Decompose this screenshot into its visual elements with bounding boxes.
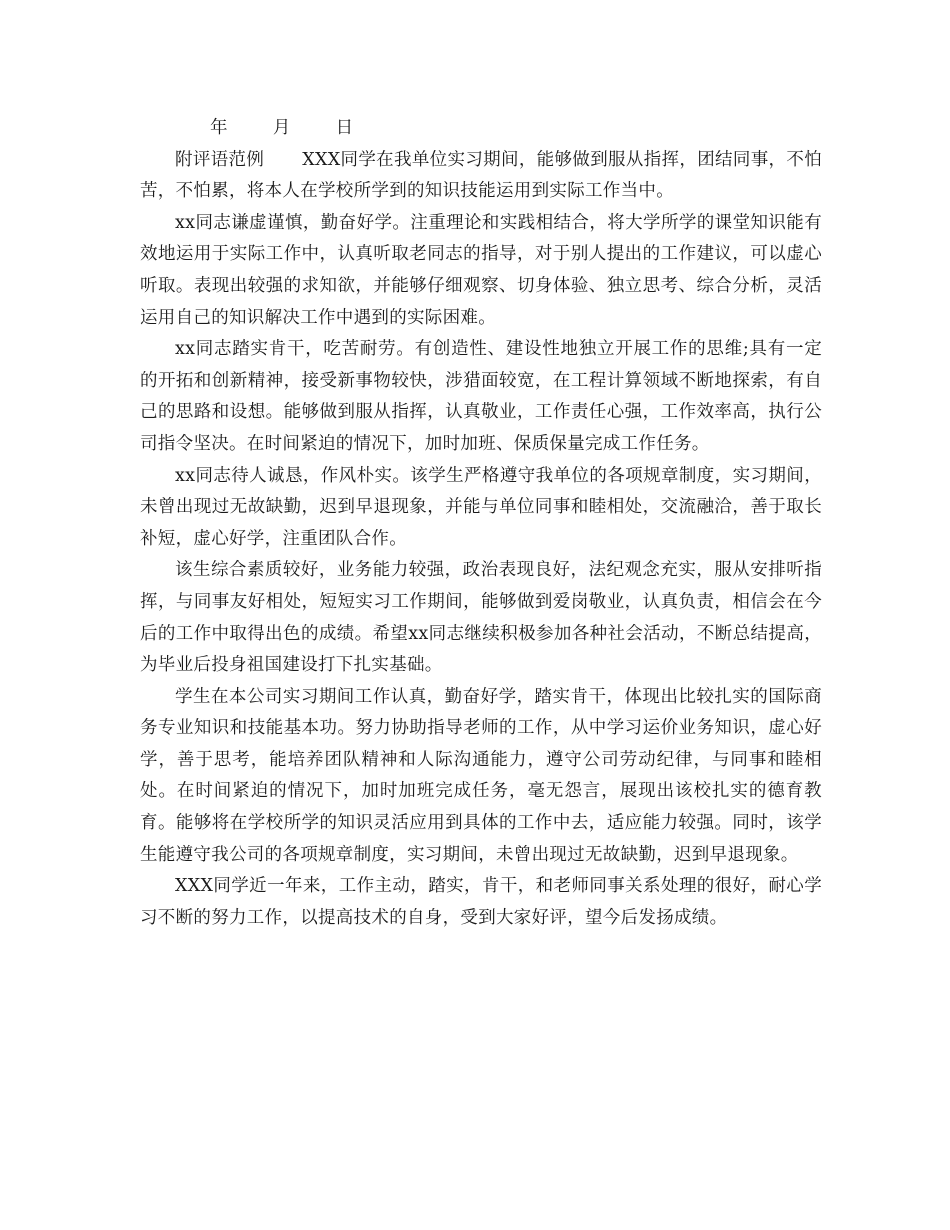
paragraph-2: xx同志踏实肯干，吃苦耐劳。有创造性、建设性地独立开展工作的思维;具有一定的开拓和创新精神，接受新事物较快，涉猎面较宽，在工程计算领域不断地探索，有自己的思路和设想。能够做到服从指挥，认真敬业，工作责任心强，工作效率高，执行公司指令坚决。在时间紧迫的情况下，加时加班、保质保量完成工作任务。 xyxy=(140,339,822,454)
document-body xyxy=(140,113,822,934)
paragraph-6: XXX同学近一年来，工作主动，踏实，肯干，和老师同事关系处理的很好，耐心学习不断的努力工作，以提高技术的自身，受到大家好评，望今后发扬成绩。 xyxy=(140,876,822,928)
paragraph-5: 学生在本公司实习期间工作认真，勤奋好学，踏实肯干，体现出比较扎实的国际商务专业知识和技能基本功。努力协助指导老师的工作，从中学习运价业务知识，虚心好学，善于思考，能培养团队精神和人际沟通能力，遵守公司劳动纪律，与同事和睦相处。在时间紧迫的情况下，加时加班完成任务，毫无怨言，展现出该校扎实的德育教育。能够将在学校所学的知识灵活应用到具体的工作中去，适应能力较强。同时，该学生能遵守我公司的各项规章制度，实习期间，未曾出现过无故缺勤，迟到早退现象。 xyxy=(140,686,822,865)
date-month: 月 xyxy=(272,118,291,138)
sample-heading: 附评语范例 xyxy=(175,149,265,170)
paragraph-0 xyxy=(140,145,822,208)
paragraph-1: xx同志谦虚谨慎，勤奋好学。注重理论和实践相结合，将大学所学的课堂知识能有效地运用于实际工作中，认真听取老同志的指导，对于别人提出的工作建议，可以虚心听取。表现出较强的求知欲，并能够仔细观察、切身体验、独立思考、综合分析，灵活运用自己的知识解决工作中遇到的实际困难。 xyxy=(140,212,822,328)
paragraph-4: 该生综合素质较好，业务能力较强，政治表现良好，法纪观念充实，服从安排听指挥，与同事友好相处，短短实习工作期间，能够做到爱岗敬业，认真负责，相信会在今后的工作中取得出色的成绩。希望xx同志继续积极参加各种社会活动，不断总结提高，为毕业后投身祖国建设打下扎实基础。 xyxy=(140,560,822,676)
paragraph-0-text: XXX同学在我单位实习期间，能够做到服从指挥，团结同事，不怕苦，不怕累，将本人在学校所学到的知识技能运用到实际工作当中。 xyxy=(140,149,823,202)
paragraph-3: xx同志待人诚恳，作风朴实。该学生严格遵守我单位的各项规章制度，实习期间，未曾出现过无故缺勤，迟到早退现象，并能与单位同事和睦相处，交流融洽，善于取长补短，虚心好学，注重团队合作。 xyxy=(140,465,822,549)
date-year: 年 xyxy=(210,118,228,138)
date-line xyxy=(140,113,822,145)
date-day: 日 xyxy=(335,118,354,138)
